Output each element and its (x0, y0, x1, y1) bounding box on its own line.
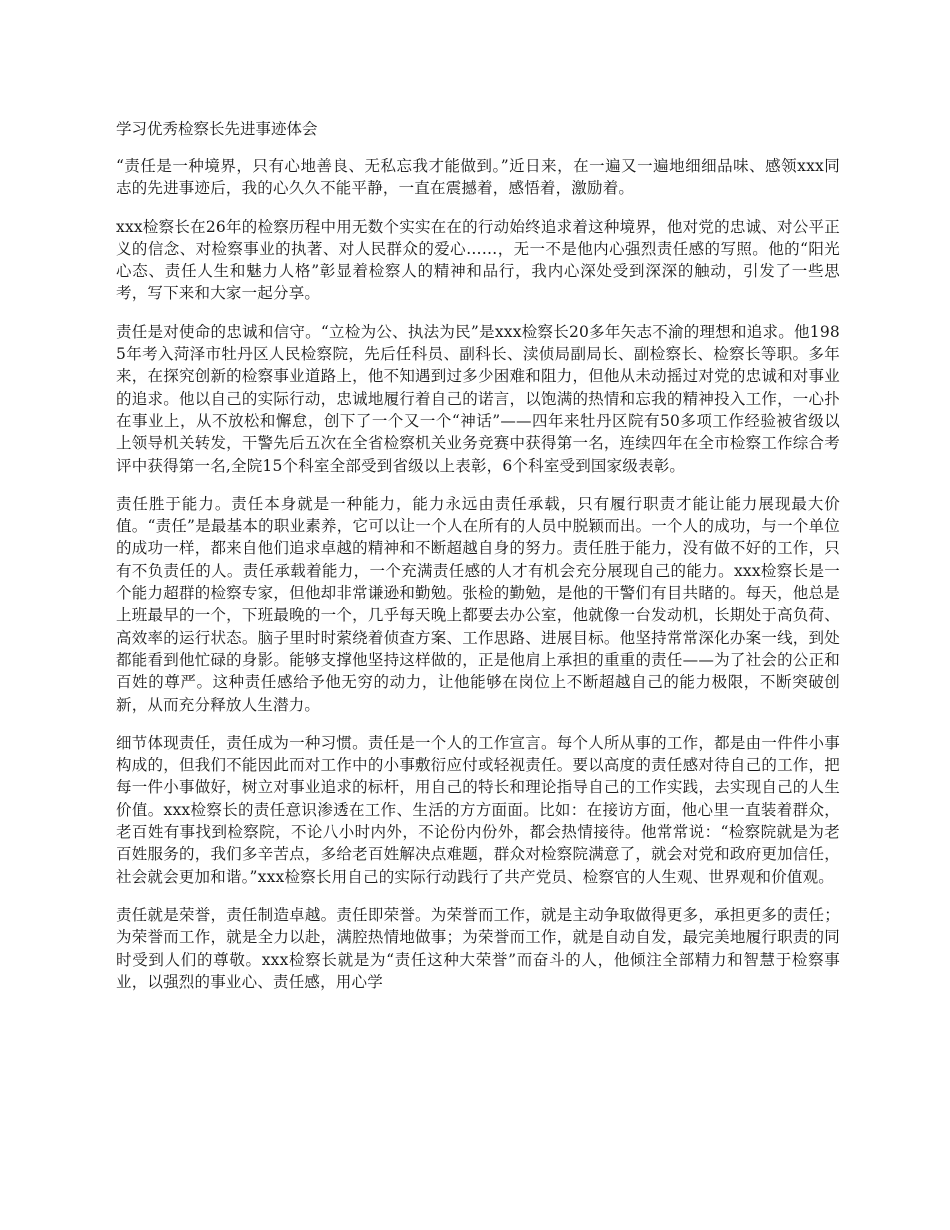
paragraph-background: xxx检察长在26年的检察历程中用无数个实实在在的行动始终追求着这种境界，他对党的忠诚、对公平正义的信念、对检察事业的执著、对人民群众的爱心……，无一不是他内心强烈责任感的写照。他的“阳光心态、责任人生和魅力人格”彰显着检察人的精神和品行，我内心深处受到深深的触动，引发了一些思考，写下来和大家一起分享。 (116, 217, 840, 303)
paragraph-honor: 责任就是荣誉，责任制造卓越。责任即荣誉。为荣誉而工作，就是主动争取做得更多，承担更多的责任；为荣誉而工作，就是全力以赴，满腔热情地做事；为荣誉而工作，就是自动自发，最完美地履行职责的同时受到人们的尊敬。xxx检察长就是为“责任这种大荣誉”而奋斗的人，他倾注全部精力和智慧于检察事业，以强烈的事业心、责任感，用心学 (116, 905, 840, 991)
paragraph-ability: 责任胜于能力。责任本身就是一种能力，能力永远由责任承载，只有履行职责才能让能力展现最大价值。“责任”是最基本的职业素养，它可以让一个人在所有的人员中脱颖而出。一个人的成功，与一个单位的成功一样，都来自他们追求卓越的精神和不断超越自身的努力。责任胜于能力，没有做不好的工作，只有不负责任的人。责任承载着能力，一个充满责任感的人才有机会充分展现自己的能力。xxx检察长是一个能力超群的检察专家，但他却非常谦逊和勤勉。张检的勤勉，是他的干警们有目共睹的。每天，他总是上班最早的一个，下班最晚的一个，几乎每天晚上都要去办公室，他就像一台发动机，长期处于高负荷、高效率的运行状态。脑子里时时萦绕着侦查方案、工作思路、进展目标。他坚持常常深化办案一线，到处都能看到他忙碌的身影。能够支撑他坚持这样做的，正是他肩上承担的重重的责任——为了社会的公正和百姓的尊严。这种责任感给予他无穷的动力，让他能够在岗位上不断超越自己的能力极限，不断突破创新，从而充分释放人生潜力。 (116, 494, 840, 714)
paragraph-loyalty: 责任是对使命的忠诚和信守。“立检为公、执法为民”是xxx检察长20多年矢志不渝的理想和追求。他1985年考入菏泽市牡丹区人民检察院，先后任科员、副科长、渎侦局副局长、副检察长、检察长等职。多年来，在探究创新的检察事业道路上，他不知遇到过多少困难和阻力，但他从未动摇过对党的忠诚和对事业的追求。他以自己的实际行动，忠诚地履行着自己的诺言，以饱满的热情和忘我的精神投入工作，一心扑在事业上，从不放松和懈怠，创下了一个又一个“神话”——四年来牡丹区院有50多项工作经验被省级以上领导机关转发，干警先后五次在全省检察机关业务竞赛中获得第一名，连续四年在全市检察工作综合考评中获得第一名,全院15个科室全部受到省级以上表彰，6个科室受到国家级表彰。 (116, 322, 840, 475)
document-page (116, 118, 840, 1009)
document-title: 学习优秀检察长先进事迹体会 (116, 120, 318, 138)
paragraph-intro: “责任是一种境界，只有心地善良、无私忘我才能做到。”近日来，在一遍又一遍地细细品味、感领xxx同志的先进事迹后，我的心久久不能平静，一直在震撼着，感悟着，激励着。 (116, 157, 840, 198)
paragraph-details: 细节体现责任，责任成为一种习惯。责任是一个人的工作宣言。每个人所从事的工作，都是由一件件小事构成的，但我们不能因此而对工作中的小事敷衍应付或轻视责任。要以高度的责任感对待自己的工作，把每一件小事做好，树立对事业追求的标杆，用自己的特长和理论指导自己的工作实践，去实现自己的人生价值。xxx检察长的责任意识渗透在工作、生活的方方面面。比如：在接访方面，他心里一直装着群众，老百姓有事找到检察院，不论八小时内外，不论份内份外，都会热情接待。他常常说：“检察院就是为老百姓服务的，我们多辛苦点，多给老百姓解决点难题，群众对检察院满意了，就会对党和政府更加信任，社会就会更加和谐。”xxx检察长用自己的实际行动践行了共产党员、检察官的人生观、世界观和价值观。 (116, 733, 840, 886)
